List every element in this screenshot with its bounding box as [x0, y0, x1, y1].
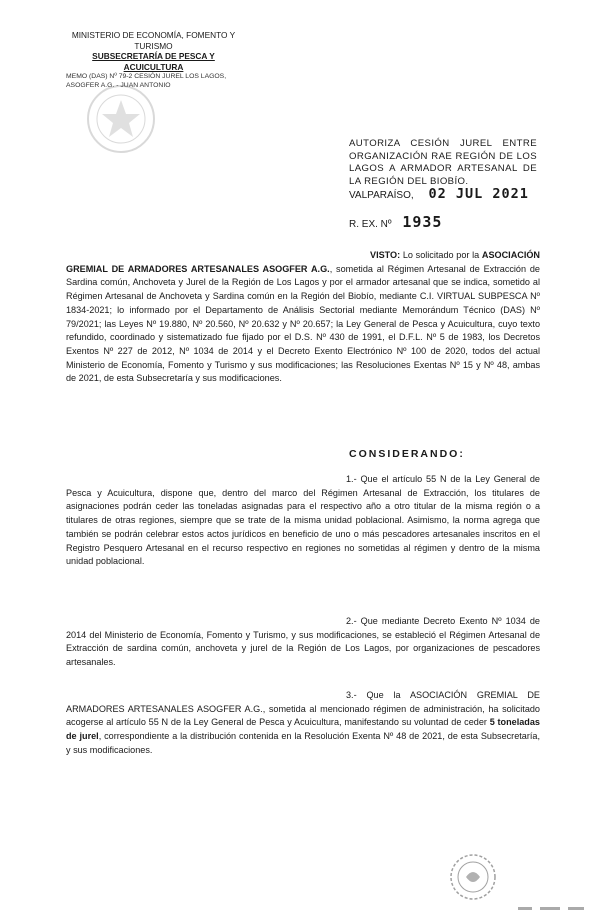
footer-scan-marks — [518, 905, 588, 913]
subsecretaria-name: SUBSECRETARÍA DE PESCA Y ACUICULTURA — [92, 51, 215, 72]
official-seal-watermark-icon — [84, 82, 158, 156]
resolution-number-line — [349, 213, 442, 231]
date-stamp: 02 JUL 2021 — [428, 186, 529, 202]
considerando-3-paragraph — [66, 689, 540, 758]
page-seal-stamp-icon — [448, 852, 498, 902]
c3-organization: ASOCIACIÓN GREMIAL DE ARMADORES ARTESANALES ASOGFER A.G. — [66, 690, 540, 714]
visto-paragraph — [66, 249, 540, 386]
ministry-header — [66, 30, 256, 90]
considerando-heading: CONSIDERANDO: — [349, 448, 465, 460]
c3-text-b: , sometida al mencionado régimen de administración, ha solicitado acogerse al artículo 55 N de la Ley General de Pesca y Acuicultura, manifestando su voluntad de ceder — [66, 703, 540, 728]
resolution-label: R. EX. Nº — [349, 219, 392, 230]
visto-label: VISTO: — [370, 250, 401, 260]
c3-text-c: , correspondiente a la distribución contenida en la Resolución Exenta Nº 48 de 2021, de esta Subsecretaría, y sus modificaciones. — [66, 731, 540, 755]
considerando-1-paragraph: 1.- Que el artículo 55 N de la Ley General de Pesca y Acuicultura, dispone que, dentro del marco del Régimen Artesanal de Extracción, los titulares de asignaciones podrán ceder las toneladas asignadas para el respectivo año a otro titular de la misma región o a titulares de otras regiones, siempre que se trate de la misma unidad poblacional. Asimismo, la norma agrega que también se podrán celebrar estos actos jurídicos en beneficio de uno o más pescadores artesanales inscritos en el Registro Pesquero Artesanal en el recurso respectivo en regiones no sometidas al régimen y dentro de la misma unidad poblacional. — [66, 474, 540, 567]
memo-reference-line2: ASOGFER A.G. - JUAN ANTONIO — [66, 82, 171, 89]
memo-reference-line1: MEMO (DAS) Nº 79-2 CESIÓN JUREL LOS LAGOS, — [66, 73, 227, 80]
resolution-number: 1935 — [402, 213, 443, 231]
date-line — [349, 186, 529, 202]
considerando-2-paragraph: 2.- Que mediante Decreto Exento Nº 1034 de 2014 del Ministerio de Economía, Fomento y Turismo, y sus modificaciones, se estableció el Régimen Artesanal de Extracción de sardina común, anchoveta y jurel de la Región de Los Lagos, por organizaciones de pescadores artesanales. — [66, 616, 540, 668]
resolution-subject: AUTORIZA CESIÓN JUREL ENTRE ORGANIZACIÓN RAE REGIÓN DE LOS LAGOS A ARMADOR ARTESANAL DE LA REGIÓN DEL BIOBÍO. — [349, 138, 537, 187]
c3-quantity: 5 toneladas de jurel — [66, 717, 540, 742]
visto-text-b: , sometida al Régimen Artesanal de Extracción de Sardina común, Anchoveta y Jurel de la Región de Los Lagos y por el armador artesanal que se indica, sometido al Régimen Artesanal de Anchoveta y Sardina común en la Región del Biobío, mediante C.I. VIRTUAL SUBPESCA Nº 1834-2021; lo informado por el Departamento de Análisis Sectorial mediante Memorándum Técnico (DAS) Nº 79/2021; las Leyes Nº 19.880, Nº 20.560, Nº 20.632 y Nº 20.657; la Ley General de Pesca y Acuicultura, cuyo texto refundido, coordinado y sistematizado fue fijado por el D.S. Nº 430 de 1991, el D.F.L. Nº 5 de 1983, los Decretos Exentos Nº 227 de 2012, Nº 1034 de 2014 y el Decreto Exento Electrónico Nº 100 de 2020, todos del actual Ministerio de Economía, Fomento y Turismo y sus modificaciones; las Resoluciones Exentas Nº 15 y Nº 48, ambas de 2021, de esta Subsecretaría y sus modificaciones. — [66, 263, 540, 384]
ministry-name-line1: MINISTERIO DE ECONOMÍA, FOMENTO Y — [71, 30, 236, 40]
visto-text-a: Lo solicitado por la — [400, 250, 482, 260]
ministry-name-line2: TURISMO — [134, 40, 173, 51]
visto-organization: ASOCIACIÓN GREMIAL DE ARMADORES ARTESANALES ASOGFER A.G. — [66, 250, 540, 274]
c3-text-a: 3.- Que la — [346, 690, 410, 700]
date-place: VALPARAÍSO, — [349, 190, 414, 201]
